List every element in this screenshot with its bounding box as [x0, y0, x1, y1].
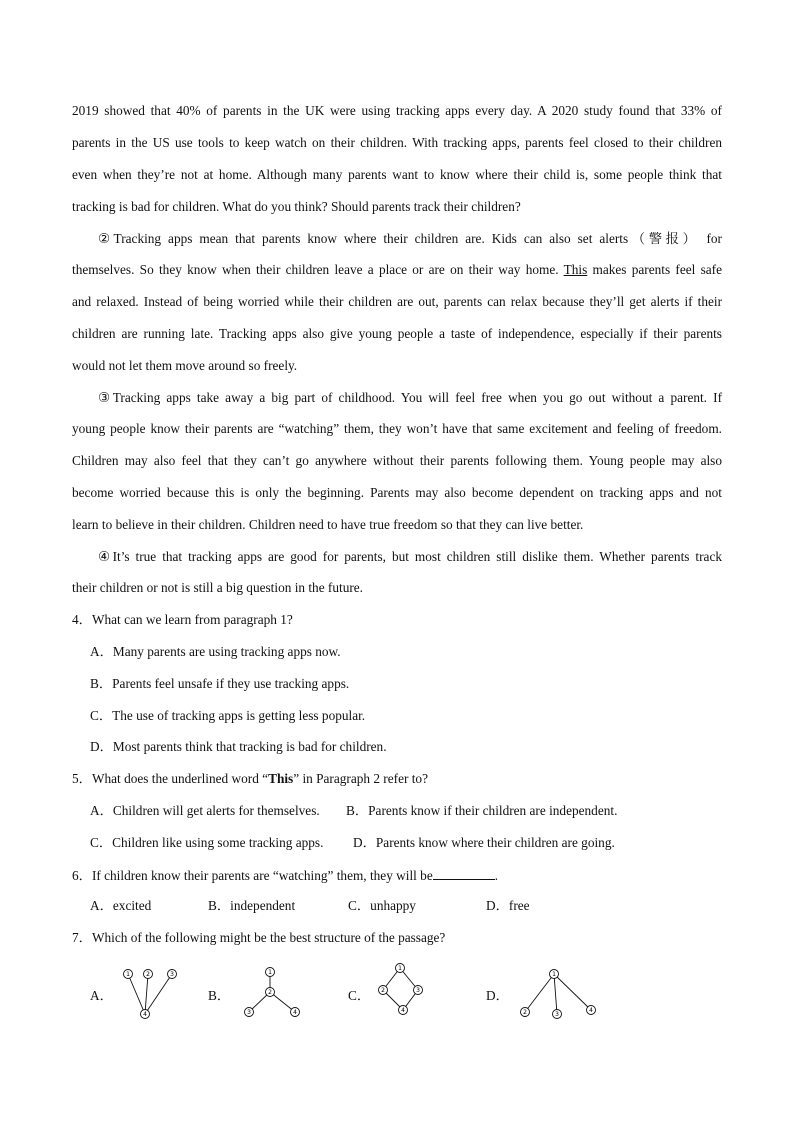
svg-text:1: 1: [398, 965, 402, 973]
question-4-option-a: A．Many parents are using tracking apps now.: [90, 644, 341, 659]
question-4-option-d: D．Most parents think that tracking is bad for children.: [90, 739, 387, 754]
diagram-d-node-4: [587, 1006, 596, 1015]
passage-p2-line-3: and relaxed. Instead of being worried while their children are out, parents can relax because they’ll get alerts if their: [72, 294, 722, 309]
passage-p2-line-2: [72, 262, 722, 278]
question-6-option-c: C．unhappy: [348, 898, 416, 913]
question-5-option-b: B．Parents know if their children are independent.: [346, 803, 618, 818]
diagram-a-node-4: [141, 1010, 150, 1019]
passage-p3-line-4: become worried because this is only the beginning. Parents may also become dependent on tracking apps and not: [72, 485, 722, 500]
structure-diagram-b: [236, 960, 306, 1024]
diagram-c-node-2: [379, 986, 388, 995]
svg-text:3: 3: [555, 1011, 559, 1019]
svg-text:3: 3: [170, 971, 174, 979]
question-6-option-d: D．free: [486, 898, 530, 913]
question-5-option-d: D．Parents know where their children are going.: [353, 835, 615, 850]
diagram-d-node-2: [521, 1008, 530, 1017]
question-4-stem: 4．What can we learn from paragraph 1?: [72, 612, 293, 627]
svg-text:2: 2: [381, 987, 385, 995]
diagram-b-node-4: [291, 1008, 300, 1017]
structure-diagram-c: [372, 960, 432, 1024]
diagram-a-node-3: [168, 970, 177, 979]
question-5-bold-word: This: [268, 771, 294, 786]
diagram-b-node-2: [266, 988, 275, 997]
question-7-option-c-label: C．: [348, 988, 371, 1003]
svg-text:2: 2: [268, 989, 272, 997]
diagram-c-node-3: [414, 986, 423, 995]
passage-p4-line-1: ④It’s true that tracking apps are good for parents, but most children still dislike them. Whether parents track: [98, 549, 722, 564]
diagram-a-node-2: [144, 970, 153, 979]
passage-p2-line-2-start: themselves. So they know when their children leave a place or are on their way home.: [72, 262, 564, 277]
question-6-option-a: A．excited: [90, 898, 152, 913]
question-5-option-c: C．Children like using some tracking apps.: [90, 835, 324, 850]
passage-p2-line-4: children are running late. Tracking apps also give young people a taste of independence, especially if their parents: [72, 326, 722, 341]
diagram-c-node-1: [396, 964, 405, 973]
question-6-stem-period: .: [494, 868, 499, 883]
svg-text:2: 2: [146, 971, 150, 979]
svg-text:3: 3: [416, 987, 420, 995]
svg-text:4: 4: [401, 1007, 405, 1015]
question-7-stem: 7．Which of the following might be the best structure of the passage?: [72, 930, 446, 945]
svg-text:4: 4: [293, 1009, 297, 1017]
diagram-b-node-3: [245, 1008, 254, 1017]
diagram-d-node-3: [553, 1010, 562, 1019]
diagram-c-node-4: [399, 1006, 408, 1015]
question-5-stem: [72, 771, 428, 787]
diagram-b-node-1: [266, 968, 275, 977]
question-4-option-c: C．The use of tracking apps is getting less popular.: [90, 708, 366, 723]
passage-p1-line-2: parents in the US use tools to keep watch on their children. With tracking apps, parents feel closed to their children: [72, 135, 722, 150]
question-7-option-d-label: D．: [486, 988, 509, 1003]
svg-text:1: 1: [552, 971, 556, 979]
question-6-stem: [72, 867, 498, 884]
question-7-option-b-label: B．: [208, 988, 231, 1003]
question-6-stem-text: 6．If children know their parents are “watching” them, they will be: [72, 868, 433, 883]
structure-diagram-a: [118, 960, 188, 1024]
passage-p3-line-5: learn to believe in their children. Children need to have true freedom so that they can live better.: [72, 517, 584, 532]
passage-p2-line-1: ②Tracking apps mean that parents know where their children are. Kids can also set alerts（警报） for: [98, 231, 722, 246]
svg-text:3: 3: [247, 1009, 251, 1017]
question-6-option-b: B．independent: [208, 898, 296, 913]
passage-p3-line-1: ③Tracking apps take away a big part of childhood. You will feel free when you go out without a parent. If: [98, 390, 722, 405]
svg-text:4: 4: [589, 1007, 593, 1015]
passage-p1-line-4: tracking is bad for children. What do you think? Should parents track their children?: [72, 199, 521, 214]
passage-p4-line-2: their children or not is still a big question in the future.: [72, 580, 363, 595]
svg-text:4: 4: [143, 1011, 147, 1019]
passage-p2-line-2-end: makes parents feel safe: [587, 262, 723, 277]
passage-p3-line-3: Children may also feel that they can’t go anywhere without their parents following them. Young people may also: [72, 453, 722, 468]
passage-p3-line-2: young people know their parents are “watching” them, they won’t have that same excitement and feeling of freedom.: [72, 421, 722, 436]
question-5-stem-end: ” in Paragraph 2 refer to?: [293, 771, 428, 786]
passage-p2-line-5: would not let them move around so freely.: [72, 358, 298, 373]
underlined-word-this: This: [563, 262, 588, 277]
passage-p1-line-3: even when they’re not at home. Although many parents want to know where their child is, some people think that: [72, 167, 722, 182]
question-7-option-a-label: A．: [90, 988, 113, 1003]
passage-p1-line-1: 2019 showed that 40% of parents in the UK were using tracking apps every day. A 2020 study found that 33% of: [72, 103, 722, 118]
diagram-d-node-1: [550, 970, 559, 979]
question-5-option-a: A．Children will get alerts for themselves.: [90, 803, 320, 818]
diagram-a-node-1: [124, 970, 133, 979]
structure-diagram-d: [514, 960, 600, 1024]
svg-text:1: 1: [268, 969, 272, 977]
svg-text:2: 2: [523, 1009, 527, 1017]
question-5-stem-start: 5．What does the underlined word “: [72, 771, 269, 786]
svg-text:1: 1: [126, 971, 130, 979]
question-4-option-b: B．Parents feel unsafe if they use tracking apps.: [90, 676, 350, 691]
answer-blank[interactable]: [433, 867, 495, 880]
